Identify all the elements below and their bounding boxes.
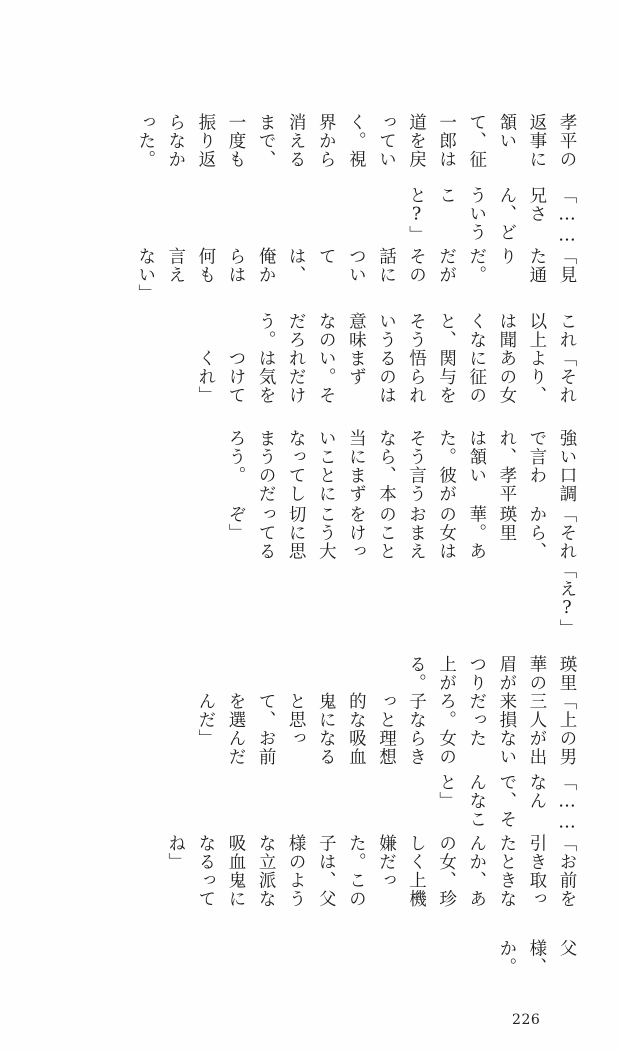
paragraph: 「お前を引き取ったときなんか、あの女、珍しく上機嫌だった。この子は、父様のような立派な吸血鬼になるってね」 [165,833,577,908]
paragraph: 「……なんで、そんなこと」 [436,773,577,834]
paragraph: これ以上は聞くなと、そういう意味なのだろう。 [256,312,577,350]
paragraph: 「見た通りだ。だがその話については、俺からは何も言えない」 [135,246,577,303]
page-number: 226 [512,1012,541,1028]
paragraph: 強い口調で言われ、孝平は頷いた。彼がそう言うなら、本当にまずいことになってしまうのだろう。 [225,429,577,504]
paragraph: 「それから、瑛里華。あの女はおまえのことをけっこう大切に思ってるぞ」 [225,504,577,560]
paragraph: 「え?」 [557,561,577,638]
paragraph: 父様、か。 [496,939,577,977]
vertical-text-block [42,96,582,976]
paragraph: 「上の男三人が出来損ないだったろ。女の子ならきっと理想的な吸血鬼になると思って、お前を選んだんだ」 [195,691,577,766]
paragraph: 「それより、あの女に征の関与を悟られるのはまずい。それだけは気をつけてくれ」 [195,349,577,405]
paragraph: 瑛里華の眉がつり上がる。 [406,654,577,692]
paragraph: 「……兄さん、どういうこと?」 [406,186,577,247]
paragraph: 孝平の返事に頷いて、征一郎は道を戻っていく。視界から消えるまで、一度も振り返らなかった。 [135,113,577,169]
